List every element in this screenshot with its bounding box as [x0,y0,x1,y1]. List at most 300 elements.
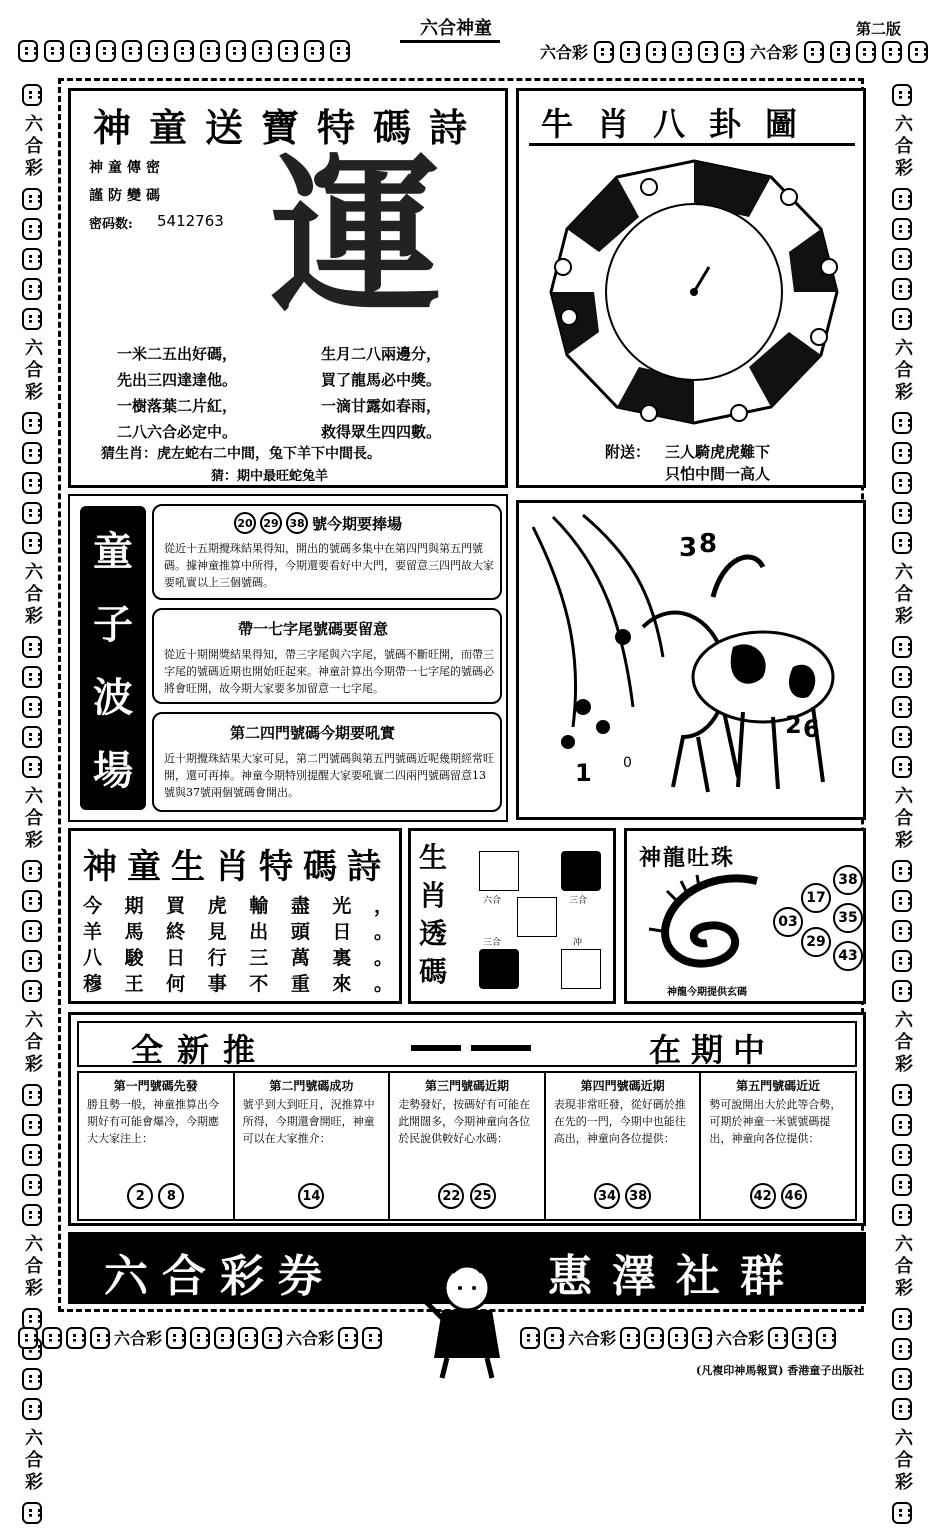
poem-box-line1: 神童傳密 [89,160,165,176]
tongzi-side-char: 場 [93,748,133,794]
verse-left [117,341,237,445]
push-col-body: 走勢發好，按碼好有可能在此開闊多，今期神童向各位於民說供較好心水碼： [398,1098,531,1145]
dice-icon [22,950,42,972]
side-label: 六合彩 [892,562,913,628]
dice-icon [544,1327,564,1349]
shengxiao-char: 生 [419,841,448,874]
zodiac-tile [561,851,601,891]
number-ball: 42 [750,1183,776,1209]
left-side-decor [14,80,50,1528]
dice-icon [22,890,42,912]
dice-icon [520,1327,540,1349]
dice-icon [668,1327,688,1349]
zodiac-char: 事 [207,973,227,995]
title-decor [411,1045,461,1051]
repeat-label: 六合彩 [540,43,589,62]
dice-icon [644,1327,664,1349]
banner-right: 惠澤社群 [548,1251,804,1302]
hanging-fruit [596,720,610,734]
zodiac-row [83,919,393,945]
ring-dot [821,259,837,275]
dice-icon [892,84,912,106]
push-col [390,1073,546,1219]
dice-icon [22,696,42,718]
tongzi-item-1 [152,504,502,600]
number-ball: 03 [773,907,803,937]
ring-dot [731,405,747,421]
tongzi-item-title: 號今期要捧場 [312,514,403,533]
side-label: 六合彩 [892,1010,913,1076]
verse-line: 一滴甘露如春雨， [321,397,442,415]
side-label: 六合彩 [22,786,43,852]
mascot-eye [458,1286,462,1290]
push-col [79,1073,235,1219]
dice-icon [892,308,912,330]
dice-icon [816,1327,836,1349]
dice-icon [892,1204,912,1226]
push-col-head: 第一門號碼先發 [113,1079,198,1093]
tongzi-item-3 [152,712,502,812]
side-label: 六合彩 [22,114,43,180]
dice-icon [22,1144,42,1166]
zodiac-tile [561,949,601,989]
zodiac-char: 王 [124,973,144,995]
zodiac-char: 見 [207,921,227,943]
shengxiao-char: 透 [419,917,448,950]
dice-icon [166,1327,186,1349]
top-decor-right [540,40,928,63]
poem-box-title: 神童送寶特碼詩 [93,105,486,150]
number-ball: 2 [127,1183,153,1209]
tongzi-side-char: 童 [93,529,133,575]
guess-line-2: 猜：期中最旺蛇兔羊 [211,469,329,484]
ring-dot [555,259,571,275]
dice-icon [22,666,42,688]
dice-icon [892,696,912,718]
number-ball: 38 [625,1183,651,1209]
shengxiao-side [419,839,447,991]
zodiac-char: 今 [83,895,103,917]
dice-icon [22,1174,42,1196]
new-push-title-right: 在期中 [649,1031,776,1069]
dice-icon [892,412,912,434]
dice-icon [22,1368,42,1390]
banner-left: 六合彩券 [104,1251,336,1302]
dragon-illustration [637,871,777,981]
tongzi-item-body: 從近十五期攪珠結果得知，開出的號碼多集中在第四門與第五門號碼。據神童推算中所得，今期還要看好中大門，要留意三四門故大家要吼實以上三個號碼。 [164,542,494,589]
side-label: 六合彩 [892,1234,913,1300]
dice-icon [304,40,324,62]
ring-dot [781,189,797,205]
dice-icon [724,41,744,63]
dragon-caption: 神龍今期提供玄碼 [667,987,747,998]
dice-icon [892,860,912,882]
bottom-decor [18,1326,382,1349]
dice-icon [892,636,912,658]
repeat-label: 六合彩 [750,43,799,62]
dice-icon [892,218,912,240]
hanging-fruit [575,699,591,715]
push-col-head: 第二門號碼成功 [269,1079,354,1093]
goat-patch [789,665,815,698]
dice-icon [892,1338,912,1360]
dice-icon [262,1327,282,1349]
zodiac-char: 。 [373,921,393,943]
dice-icon [22,726,42,748]
verse-line: 生月二八兩邊分， [321,345,442,363]
dice-icon [892,980,912,1002]
dice-icon [620,1327,640,1349]
tongzi-item-2 [152,608,502,704]
zodiac-char: 買 [166,895,186,917]
dice-icon [892,1144,912,1166]
dragon-title: 神龍吐珠 [639,846,736,871]
dice-icon [892,1084,912,1106]
zodiac-char: 虎 [207,895,227,917]
goat-num: 3 [679,533,698,563]
goat-num: 8 [699,529,718,559]
zodiac-char: 三 [249,947,269,969]
right-side-decor [884,80,920,1528]
dice-icon [22,1084,42,1106]
dice-icon [22,1502,42,1524]
zodiac-char: 光 [332,895,352,917]
dice-icon [18,1327,38,1349]
dice-icon [338,1327,358,1349]
side-label: 六合彩 [892,114,913,180]
dice-icon [90,1327,110,1349]
new-push-columns [77,1071,857,1221]
mascot-legs [442,1358,492,1378]
number-ball: 20 [234,512,256,534]
zodiac-tile [517,897,557,937]
repeat-label: 六合彩 [114,1329,163,1348]
zodiac-char: 馬 [124,921,144,943]
code-value: 5412763 [157,212,224,230]
dice-icon [278,40,298,62]
guess-line: 猜生肖：虎左蛇右二中間，兔下羊下中間長。 [101,446,381,462]
new-push-title-left: 全新推 [131,1031,270,1069]
shengxiao-char: 肖 [419,879,448,912]
dice-icon [22,1114,42,1136]
tongzi-item-body: 從近十期開獎結果得知，帶三字尾與六字尾，號碼不斷旺開，而帶三字尾的號碼近期也開始旺起來。神童計算出今期帶一七字尾的號碼必將會旺開，故今期大家要多加留意一七字尾。 [164,648,494,695]
dice-icon [330,40,350,62]
push-col-body: 表現非常旺發，從好碼於推在先的一門，今期中也能往高出，神童向各位提供： [553,1098,686,1145]
dice-icon [22,860,42,882]
repeat-label: 六合彩 [286,1329,335,1348]
dice-icon [892,756,912,778]
dice-icon [42,1327,62,1349]
number-ball: 46 [781,1183,807,1209]
bagua-title-underline [529,143,855,146]
dice-icon [22,1204,42,1226]
push-col [546,1073,702,1219]
zodiac-poem-box [68,828,402,1004]
number-ball: 29 [801,927,831,957]
mascot-arm [422,1298,442,1318]
number-ball: 25 [470,1183,496,1209]
number-ball: 34 [594,1183,620,1209]
dice-icon [892,442,912,464]
dragon-body [665,878,757,963]
dice-icon [18,40,38,62]
tongzi-side-char: 子 [93,602,133,648]
push-col-balls [701,1183,855,1209]
dice-icon [892,278,912,300]
zodiac-tile-label: 冲 [573,938,583,948]
push-col-head: 第四門號碼近期 [580,1079,665,1093]
number-ball: 38 [833,865,863,895]
dice-icon [892,920,912,942]
verse-line: 救得眾生四四數。 [321,423,442,441]
zodiac-char: 輸 [249,895,269,917]
repeat-label: 六合彩 [716,1329,765,1348]
ring-dot [641,405,657,421]
dice-icon [672,41,692,63]
goat-horn [713,557,763,597]
goat-num: 1 [575,759,592,787]
dice-icon [892,1308,912,1330]
ring-dot [811,329,827,345]
push-col-body: 勢可說開出大於此等合勢，可期於神童一米號號碼提出，神童向各位提供： [709,1098,842,1145]
verse-line: 一樹落葉二片紅， [117,397,238,415]
shengxiao-box [408,828,616,1004]
goat-picture-box [516,500,866,820]
dice-icon [882,41,902,63]
zodiac-tile [479,949,519,989]
zodiac-row [83,945,393,971]
dice-icon [200,40,220,62]
side-label: 六合彩 [892,1428,913,1494]
push-col-body: 號乎到大到旺月，況推算中所得，今期還會開旺，神童可以在大家推介： [242,1098,375,1145]
dice-icon [620,41,640,63]
push-col-balls [390,1183,544,1209]
zodiac-char: 何 [166,973,186,995]
dice-icon [892,950,912,972]
dice-icon [22,756,42,778]
dice-icon [66,1327,86,1349]
dice-icon [70,40,90,62]
dice-icon [22,442,42,464]
zodiac-poem-title: 神童生肖特碼詩 [83,847,391,887]
dice-icon [214,1327,234,1349]
dice-icon [122,40,142,62]
dice-icon [856,41,876,63]
dice-icon [646,41,666,63]
tongzi-side-bar [80,506,146,810]
dice-icon [892,1174,912,1196]
dice-icon [96,40,116,62]
dice-icon [892,1502,912,1524]
tongzi-item-header [234,512,402,534]
dice-icon [22,278,42,300]
zodiac-tile [479,851,519,891]
zodiac-char: 出 [249,921,269,943]
ring-dot [561,309,577,325]
dice-icon [22,308,42,330]
dice-icon [594,41,614,63]
edition-label: 第二版 [856,20,902,38]
dice-icon [792,1327,812,1349]
zodiac-char: 終 [166,921,186,943]
zodiac-row [83,893,393,919]
dice-icon [892,472,912,494]
dice-icon [892,502,912,524]
side-label: 六合彩 [22,1428,43,1494]
dice-icon [148,40,168,62]
zodiac-char: 駿 [124,947,144,969]
dice-icon [908,41,928,63]
poem-box-line2: 謹防變碼 [89,188,165,204]
tongzi-side-char: 波 [93,675,133,721]
number-ball: 35 [833,903,863,933]
verse-right [321,341,441,445]
bottom-decor-right [520,1326,836,1349]
zodiac-tile-label: 六合 [483,896,502,906]
dice-icon [22,502,42,524]
zodiac-char: 來 [332,973,352,995]
dice-icon [238,1327,258,1349]
mascot-body [434,1310,500,1358]
zodiac-row [83,971,393,997]
zodiac-char: 日 [166,947,186,969]
dice-icon [22,218,42,240]
dice-icon [22,1398,42,1420]
bagua-note-line1: 三人騎虎虎難下 [665,443,771,461]
page-header-title: 六合神童 [420,18,492,39]
bagua-note-line2: 只怕中間一高人 [665,465,771,483]
shengxiao-char: 碼 [419,955,448,988]
push-col [235,1073,391,1219]
dice-icon [892,188,912,210]
dice-icon [22,248,42,270]
zodiac-tile-label: 三合 [569,896,588,906]
number-ball: 22 [438,1183,464,1209]
big-character: 運 [271,136,442,336]
zodiac-char: 。 [373,973,393,995]
push-col-body: 勝且勢一般，神童推算出今期好有可能會爆冷，今期應大大家注上： [87,1098,219,1145]
zodiac-char: 日 [332,921,352,943]
dice-icon [174,40,194,62]
zodiac-char: 不 [249,973,269,995]
dice-icon [892,248,912,270]
number-ball: 8 [158,1183,184,1209]
side-label: 六合彩 [22,338,43,404]
dice-icon [692,1327,712,1349]
repeat-label: 六合彩 [568,1329,617,1348]
code-label: 密码数: [89,217,133,232]
dice-icon [362,1327,382,1349]
side-label: 六合彩 [22,1010,43,1076]
title-decor [471,1045,531,1051]
bagua-note-label: 附送： [605,443,651,461]
dice-icon [830,41,850,63]
dice-icon [22,188,42,210]
zodiac-char: 八 [83,947,103,969]
dice-icon [226,40,246,62]
dice-icon [22,84,42,106]
number-ball: 29 [260,512,282,534]
side-label: 六合彩 [22,562,43,628]
verse-line: 一米二五出好碼， [117,345,238,363]
mascot-head [445,1266,489,1310]
tongzi-item-body: 近十期攪珠結果大家可見，第二門號碼與第五門號碼近呢幾期經常旺開，還可再捧。神童今期特別提醒大家要吼實二四兩門號碼留意13號與37號兩個號碼會開出。 [164,752,494,799]
zodiac-char: 萬 [290,947,310,969]
dice-icon [44,40,64,62]
number-ball: 38 [286,512,308,534]
footer-note: (凡複印神馬報買) 香港童子出版社 [696,1364,865,1377]
zodiac-char: 。 [373,947,393,969]
push-col [701,1073,855,1219]
dice-icon [804,41,824,63]
goat-num: 0 [623,755,632,771]
zodiac-poem-grid [83,893,393,997]
goat-num: 6 [803,715,820,743]
side-label: 六合彩 [892,338,913,404]
verse-line: 二八六合必定中。 [117,423,238,441]
dice-icon [22,920,42,942]
zodiac-char: 期 [124,895,144,917]
side-label: 六合彩 [892,786,913,852]
dice-icon [892,726,912,748]
dice-icon [892,666,912,688]
hanging-fruit [561,735,575,749]
side-label: 六合彩 [22,1234,43,1300]
zodiac-tile-label: 三合 [483,938,502,948]
dice-icon [892,1398,912,1420]
bagua-title: 牛肖八卦圖 [541,105,822,143]
number-ball: 14 [298,1183,324,1209]
zodiac-char: 穆 [83,973,103,995]
hanging-fruit [615,629,631,645]
tree-branch [533,515,663,727]
push-col-balls [546,1183,700,1209]
zodiac-char: 頭 [290,921,310,943]
zodiac-char: 裏 [332,947,352,969]
push-col-head: 第三門號碼近期 [424,1079,509,1093]
goat-num: 2 [785,711,802,739]
child-mascot [412,1258,522,1382]
dice-icon [22,636,42,658]
special-code-poem-box [68,88,508,488]
mascot-eye [472,1286,476,1290]
dice-icon [22,412,42,434]
dice-icon [698,41,718,63]
dice-icon [22,472,42,494]
push-col-balls [79,1183,233,1209]
bagua-box [516,88,866,488]
zodiac-char: 羊 [83,921,103,943]
dice-icon [190,1327,210,1349]
push-col-head: 第五門號碼近近 [736,1079,821,1093]
zodiac-char: 重 [290,973,310,995]
ring-dot [641,179,657,195]
zodiac-char: ， [373,895,393,917]
zodiac-char: 行 [207,947,227,969]
dice-icon [22,980,42,1002]
tongzi-item-title: 帶一七字尾號碼要留意 [238,620,389,638]
push-col-balls [235,1183,389,1209]
dice-icon [768,1327,788,1349]
header-underline [400,40,500,43]
dice-icon [22,532,42,554]
new-push-section [68,1012,866,1226]
verse-line: 買了龍馬必中獎。 [321,371,442,389]
verse-line: 先出三四達達他。 [117,371,238,389]
tongzi-section [68,494,508,822]
tongzi-item-title: 第二四門號碼今期要吼實 [230,724,396,742]
dice-icon [252,40,272,62]
